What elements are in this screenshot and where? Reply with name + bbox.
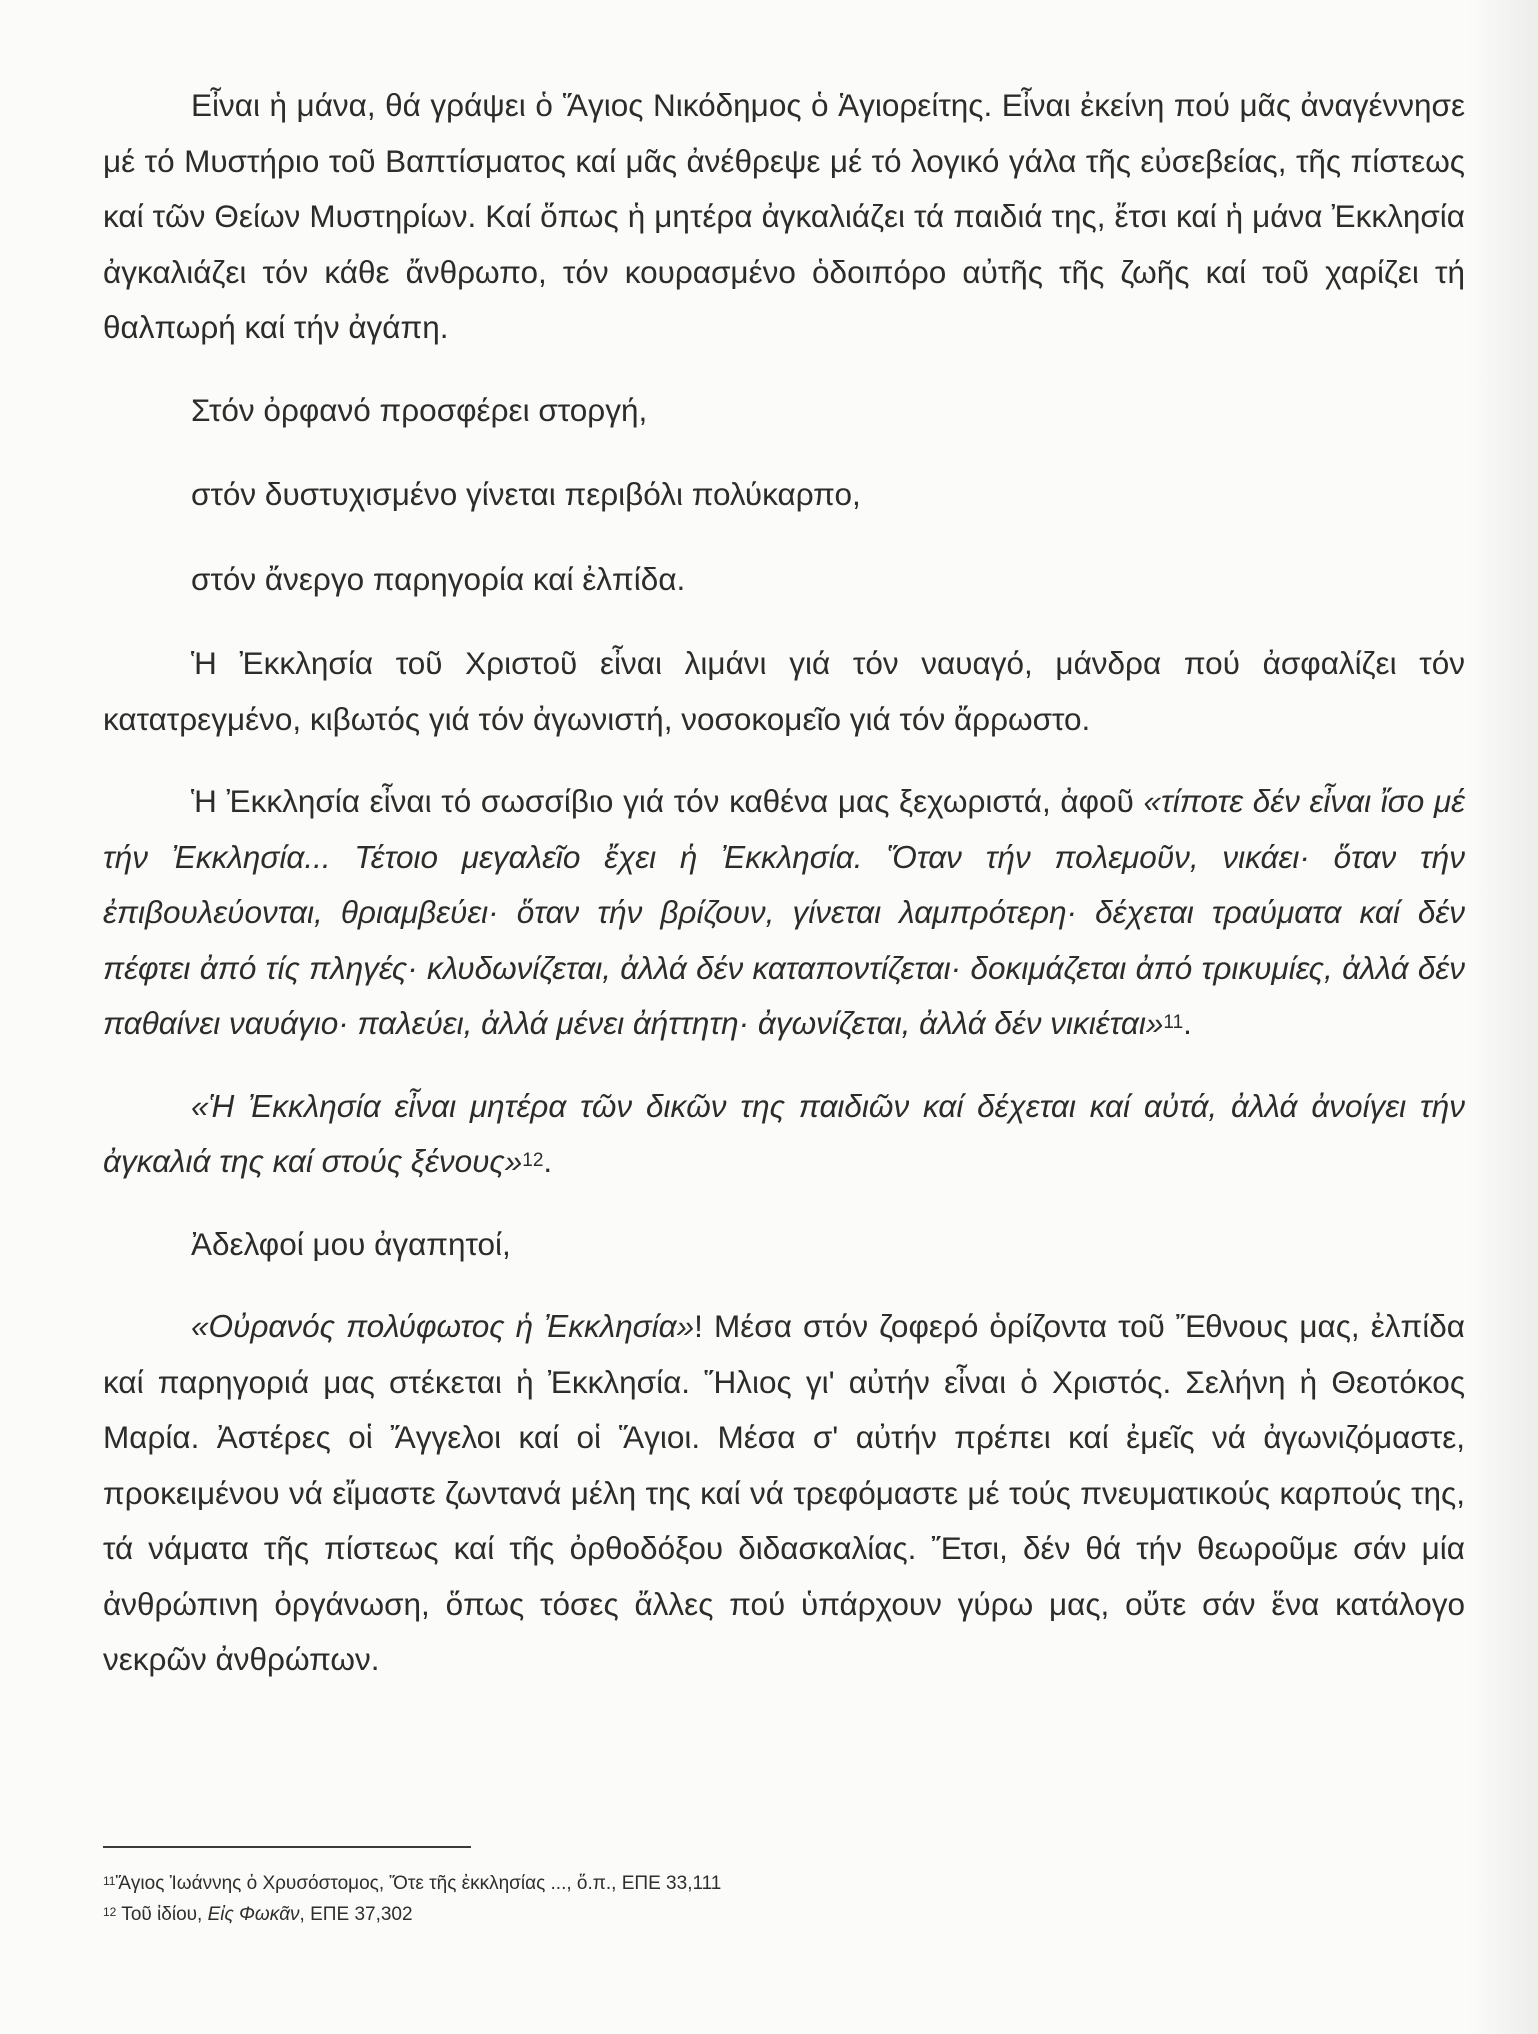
footnote-12 [103,1899,1003,1930]
address-line: Ἀδελφοί μου ἀγαπητοί, [191,1225,511,1262]
paragraph-church-sky [103,1299,1465,1688]
footnote-text-after: , ΕΠΕ 37,302 [299,1904,413,1925]
footnote-title: Εἰς Φωκᾶν [207,1904,300,1925]
footnote-ref-12[interactable]: 12 [522,1150,544,1171]
footnote-number: 12 [103,1905,117,1919]
paragraph-church-mother-quote [103,1079,1465,1190]
paragraph-3-intro: Ἡ Ἐκκλησία εἶναι τό σωσσίβιο γιά τόν καθένα μας ξεχωριστά, ἀφοῦ [191,783,1144,819]
line-unemployed: στόν ἄνεργο παρηγορία καί ἐλπίδα. [191,560,686,597]
scan-shadow [1468,0,1538,2034]
paragraph-church-harbor: Ἡ Ἐκκλησία τοῦ Χριστοῦ εἶναι λιμάνι γιά τόν ναυαγό, μάνδρα πού ἀσφαλίζει τόν κατατρεγμένο, κιβωτός γιά τόν ἀγωνιστή, νοσοκομεῖο γιά τόν ἄρρωστο. [103,645,1465,737]
line-orphan: Στόν ὀρφανό προσφέρει στοργή, [191,391,648,428]
body-text [103,78,1465,1715]
footnote-number: 11 [103,1874,116,1888]
line-unfortunate: στόν δυστυχισμένο γίνεται περιβόλι πολύκαρπο, [191,476,861,512]
paragraph-4-end: . [543,1143,553,1179]
footnote-text-before: Τοῦ ἰδίου, [121,1904,208,1925]
paragraph-5-text: ! Μέσα στόν ζοφερό ὁρίζοντα τοῦ Ἔθνους μας, ἐλπίδα καί παρηγοριά μας στέκεται ἡ Ἐκκλησία. Ἥλιος γι' αὐτήν εἶναι ὁ Χριστός. Σελήνη ἡ Θεοτόκος Μαρία. Ἀστέρες οἱ Ἄγγελοι καί οἱ Ἅγιοι. Μέσα σ' αὐτήν πρέπει καί ἐμεῖς νά ἀγωνιζόμαστε, προκειμένου νά εἴμαστε ζωντανά μέλη της καί νά τρεφόμαστε μέ τούς πνευματικούς καρπούς της, τά νάματα τῆς πίστεως καί τῆς ὀρθοδόξου διδασκαλίας. Ἔτσι, δέν θά τήν θεωροῦμε σάν μία ἀνθρώπινη ὀργάνωση, ὅπως τόσες ἄλλες πού ὑπάρχουν γύρω μας, οὔτε σάν ἕνα κατάλογο νεκρῶν ἀνθρώπων. [103,1308,1466,1677]
footnote-ref-11[interactable]: 11 [1163,1012,1184,1033]
footnote-text: Ἅγιος Ἰωάννης ὁ Χρυσόστομος, Ὅτε τῆς ἐκκλησίας ..., ὅ.π., ΕΠΕ 33,111 [115,1873,722,1894]
footnote-11 [103,1868,1003,1899]
mother-quote: «Ἡ Ἐκκλησία εἶναι μητέρα τῶν δικῶν της παιδιῶν καί δέχεται καί αὐτά, ἀλλά ἀνοίγει τήν ἀγκαλιά της καί στούς ξένους» [103,1087,1465,1179]
sky-quote: «Οὐρανός πολύφωτος ἡ Ἐκκλησία» [191,1308,695,1344]
paragraph-church-lifebuoy [103,774,1465,1052]
paragraph-3-end: . [1183,1005,1192,1041]
paragraph-church-mother: Εἶναι ἡ μάνα, θά γράψει ὁ Ἅγιος Νικόδημος ὁ Ἁγιορείτης. Εἶναι ἐκείνη πού μᾶς ἀναγέννησε μέ τό Μυστήριο τοῦ Βαπτίσματος καί μᾶς ἀνέθρεψε μέ τό λογικό γάλα τῆς εὐσεβείας, τῆς πίστεως καί τῶν Θείων Μυστηρίων. Καί ὅπως ἡ μητέρα ἀγκαλιάζει τά παιδιά της, ἔτσι καί ἡ μάνα Ἐκκλησία ἀγκαλιάζει τόν κάθε ἄνθρωπο, τόν κουρασμένο ὁδοιπόρο αὐτῆς τῆς ζωῆς καί τοῦ χαρίζει τή θαλπωρή καί τήν ἀγάπη. [103,87,1465,345]
chrysostom-quote: «τίποτε δέν εἶναι ἴσο μέ τήν Ἐκκλησία... Τέτοιο μεγαλεῖο ἔχει ἡ Ἐκκλησία. Ὅταν τήν πολεμοῦν, νικάει· ὅταν τήν ἐπιβουλεύονται, θριαμβεύει· ὅταν τήν βρίζουν, γίνεται λαμπρότερη· δέχεται τραύματα καί δέν πέφτει ἀπό τίς πληγές· κλυδωνίζεται, ἀλλά δέν καταποντίζεται· δοκιμάζεται ἀπό τρικυμίες, ἀλλά δέν παθαίνει ναυάγιο· παλεύει, ἀλλά μένει ἀήττητη· ἀγωνίζεται, ἀλλά δέν νικιέται» [103,783,1465,1041]
footnote-separator [103,1846,471,1848]
footnotes [103,1868,1003,1930]
